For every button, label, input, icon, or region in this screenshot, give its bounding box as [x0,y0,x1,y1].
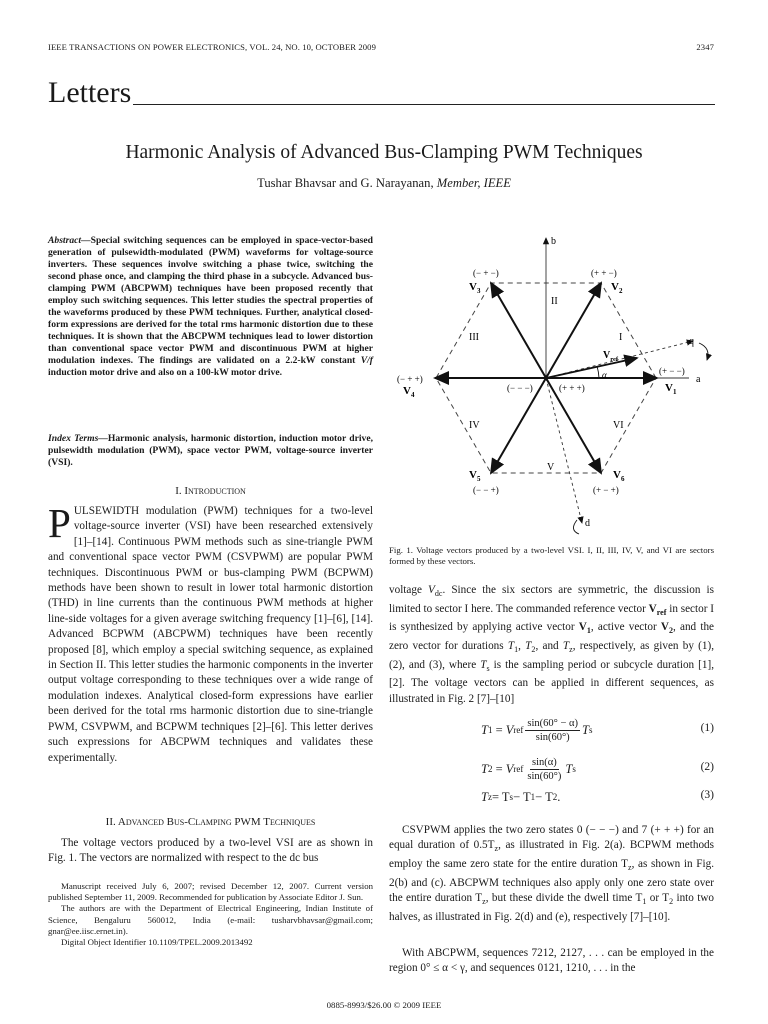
figure-caption: Fig. 1. Voltage vectors produced by a two-level VSI. I, II, III, IV, V, and VI are sectors formed by these vectors. [389,545,714,567]
section-heading-abcpwm: II. Advanced Bus-Clamping PWM Techniques [105,816,316,828]
section-label-row [48,78,715,108]
equation-number-2: (2) [700,761,714,773]
state-v4: (− + +) [397,374,423,384]
vector-label-v5: $V_5$ [469,469,481,483]
running-header: IEEE TRANSACTIONS ON POWER ELECTRONICS, VOL. 24, NO. 10, OCTOBER 2009 [48,42,376,52]
vector-label-v3: $V_3$ [469,281,481,295]
equation-1: T 1 = V ref $\frac{\sin(60^\circ - \alpha)}{\sin(60^\circ)}$ T s (1) [481,717,714,743]
abstract-label: Abstract— [48,235,91,246]
equation-number-3: (3) [700,789,714,801]
sector-label-vi: VI [613,420,624,431]
vector-label-v1: $V_1$ [665,382,677,396]
rotation-arc-d [573,520,579,534]
authors [0,176,768,191]
footnotes [48,881,373,948]
sector-label-ii: II [551,296,558,307]
axis-label-d: d [585,518,590,529]
right-paragraph-1: voltage $V_{dc}$. Since the six sectors are symmetric, the discussion is limited to sector I here. The commanded reference vector $V_{ref}$ in sector I is synthesized by applying active vector $V_1$, active vector $V_2$, and the zero vector for durations $T_1$, $T_2$, and $T_z$, respectively, as given by (1), (2), and (3), where $T_s$ is the sampling period or subcycle duration [1], [2]. The voltage vectors can be applied in different sequences, as illustrated in Fig. 2 [7]–[10] [389,584,715,705]
abstract-vf: V/f [360,355,373,366]
sector-label-v: V [547,462,555,473]
state-v1: (+ − −) [659,366,685,376]
state-v3: (− + −) [473,268,499,278]
sector-label-iii: III [469,332,479,343]
sector-label-iv: IV [469,420,480,431]
zero-state-0: (− − −) [507,383,533,393]
zero-state-7: (+ + +) [559,383,585,393]
state-v6: (+ − +) [593,485,619,495]
vector-label-v2: $V_2$ [611,281,623,295]
copyright-line: 0885-8993/$26.00 © 2009 IEEE [326,1000,442,1010]
section2-paragraph: The voltage vectors produced by a two-level VSI are as shown in Fig. 1. The vectors are normalized with respect to the dc bus [48,837,373,865]
section-label-rule [133,104,715,105]
axis-d [546,378,582,523]
rotation-arc [699,343,708,360]
vector-label-v4: $V_4$ [403,385,415,399]
abstract-text: Special switching sequences can be employed in space-vector-based generation of pulsewidth-modulated (PWM) waveforms for voltage-source inverters. These sequences involve switching a phase twice, switching the second phase once, and clamping the third phase in a subcycle. Advanced bus-clamping PWM (ABCPWM) techniques have been proposed recently that employ such switching sequences. This letter studies the spectral properties of the waveforms produced by these PWM techniques. Further, analytical closed-form expressions are derived for the total rms harmonic distortion due to these techniques. It is shown that the ABCPWM techniques lead to lower distortion than conventional space vector PWM and discontinuous PWM at higher modulation indexes. The findings are validated on a 2.2-kW constant [48,235,373,366]
axis-label-q: q [689,336,694,347]
page-number: 2347 [696,42,714,52]
equation-number-1: (1) [700,722,714,734]
index-terms [48,433,373,469]
author-membership: Member, IEEE [436,176,511,190]
axis-label-a: a [696,374,701,385]
paper-title: Harmonic Analysis of Advanced Bus-Clamping PWM Techniques [125,142,643,163]
sector-label-i: I [619,332,623,343]
intro-paragraph [48,500,373,766]
index-terms-text: Harmonic analysis, harmonic distortion, induction motor drive, pulsewidth modulation (PWM), space vector PWM, voltage-source inverter (VSI). [48,433,373,468]
footnote-manuscript: Manuscript received July 6, 2007; revised December 12, 2007. Current version published September 11, 2009. Recommended for publication by Associate Editor J. Sun. [48,881,373,903]
figure-voltage-vectors [389,228,717,540]
right-paragraph-2: CSVPWM applies the two zero states 0 (− − −) and 7 (+ + +) for an equal duration of $0.5T_z$, as illustrated in Fig. 2(a). BCPWM methods employ the same zero state for the entire duration $T_z$, as shown in Fig. 2(b) and (c). ABCPWM techniques also apply only one zero state over the entire duration $T_z$, but these divide the dwell time $T_1$ or $T_2$ into two halves, as illustrated in Fig. 2(d) and (e), respectively [7]–[10]. [389,824,715,923]
vector-vref [546,358,637,378]
alpha-arc [597,366,599,378]
state-v5: (− − +) [473,485,499,495]
vector-label-v6: $V_6$ [613,469,625,483]
section-heading-intro: I. Introduction [175,485,246,497]
drop-cap: P [48,500,71,546]
vref-label: $V_{ref}$ [603,350,619,363]
abstract [48,235,373,379]
state-v2: (+ + −) [591,268,617,278]
section-label: Letters [48,76,132,109]
equation-2: T 2 = V ref $\frac{\sin(\alpha)}{\sin(60^\circ)}$ T s (2) [481,756,714,782]
equation-3: T z = T s − T 1 − T 2 . (3) [481,789,714,804]
intro-text: ULSEWIDTH modulation (PWM) techniques for a two-level voltage-source inverter (VSI) have been researched extensively [1]–[14]. Continuous PWM methods such as sine-triangle PWM and conventional space vector PWM (CSVPWM) are popular PWM techniques. Discontinuous PWM or bus-clamping PWM (BCPWM) methods have been shown to result in lower total harmonic distortion (THD) in line currents than the continuous PWM methods at higher line-side voltages for a given average switching frequency [1]–[6], [14]. Advanced BCPWM (ABCPWM) techniques have been recently proposed [8], which employ a special switching sequence, as explained in Section II. This letter studies the harmonic components in the inverter output voltage corresponding to these techniques over a wide range of modulation indexes. Analytical closed-form expressions have earlier been derived for the total rms harmonic distortion due to sine-triangle PWM, CSVPWM, and BCPWM techniques [2]–[6]. This letter derives such expressions for ABCPWM techniques and validates these experimentally. [48,505,373,764]
index-terms-label: Index Terms— [48,433,108,444]
author-names: Tushar Bhavsar and G. Narayanan, [257,176,434,190]
footnote-affiliation: The authors are with the Department of Electrical Engineering, Indian Institute of Science, Bengaluru 560012, India (e-mail: tusharvbhavsar@gmail.com; gnar@ee.iisc.ernet.in). [48,903,373,936]
footnote-doi: Digital Object Identifier 10.1109/TPEL.2009.2013492 [61,937,253,948]
vector-v3 [491,283,546,378]
abstract-text-end: induction motor drive and also on a 100-kW motor drive. [48,367,282,378]
axis-label-b: b [551,236,556,247]
alpha-label: α [602,370,607,380]
right-paragraph-3: With ABCPWM, sequences 7212, 2127, . . . can be employed in the region 0° ≤ α < γ, and sequences 0121, 1210, . . . in the [389,947,714,975]
